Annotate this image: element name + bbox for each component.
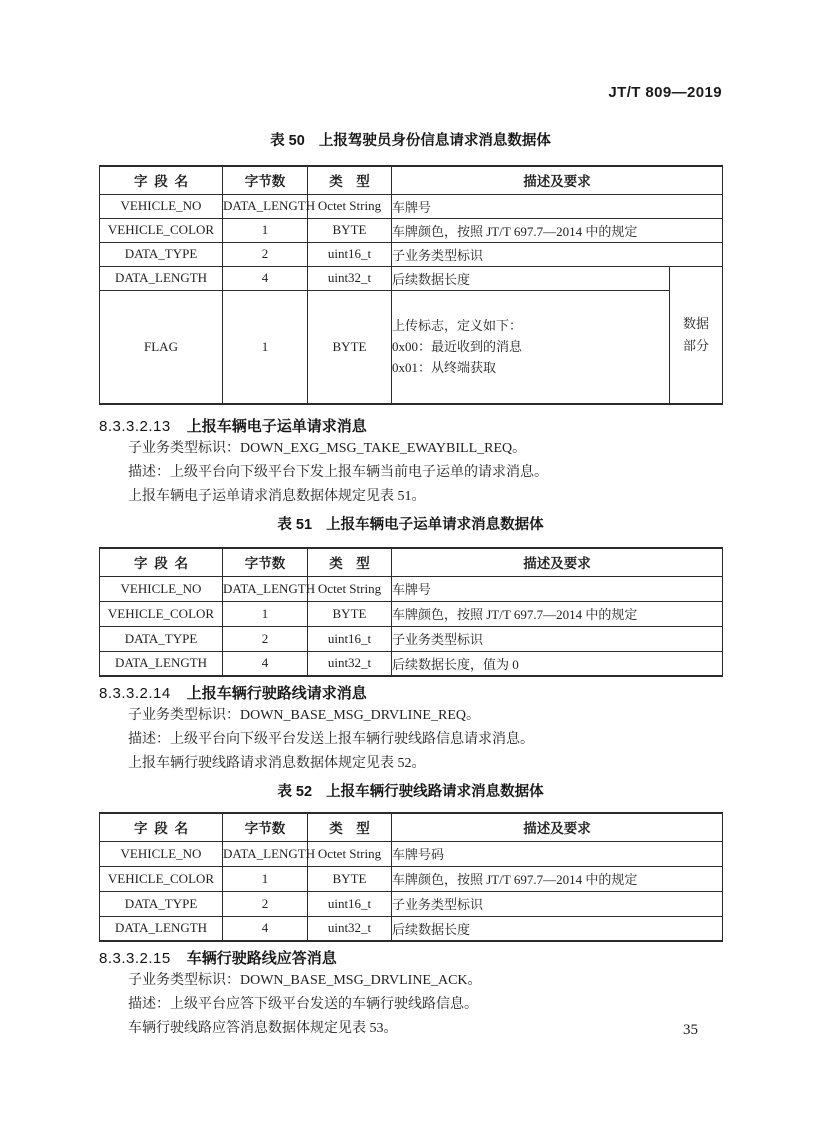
cell-description: 后续数据长度，值为 0 — [392, 651, 723, 676]
table-50-caption-title: 上报驾驶员身份信息请求消息数据体 — [318, 133, 551, 149]
section-number: 8.3.3.2.13 — [99, 418, 171, 435]
paragraph: 描述：上级平台向下级平台发送上报车辆行驶线路信息请求消息。 — [128, 732, 534, 747]
cell-description: 子业务类型标识 — [392, 891, 723, 916]
cell-bytes: 2 — [223, 891, 308, 916]
paragraph: 上报车辆电子运单请求消息数据体规定见表 51。 — [128, 489, 426, 504]
table-52-caption-label: 表 52 — [277, 784, 313, 800]
cell-field: DATA_LENGTH — [100, 266, 223, 290]
cell-description — [392, 290, 670, 404]
table-51-header-row — [100, 548, 723, 576]
column-header-bytes: 字节数 — [223, 548, 308, 576]
table-51-caption-title: 上报车辆电子运单请求消息数据体 — [326, 517, 544, 533]
table-row — [100, 290, 723, 404]
cell-type: Octet String — [308, 576, 392, 601]
cell-bytes: 1 — [223, 218, 308, 242]
cell-description: 车牌颜色，按照 JT/T 697.7—2014 中的规定 — [392, 218, 723, 242]
page-content — [99, 0, 722, 1041]
cell-bytes: 4 — [223, 651, 308, 676]
table-row — [100, 626, 723, 651]
cell-type: uint16_t — [308, 891, 392, 916]
cell-bytes: DATA_LENGTH — [223, 194, 308, 218]
cell-bytes: DATA_LENGTH — [223, 841, 308, 866]
table-row — [100, 242, 723, 266]
table-52-header-row — [100, 813, 723, 841]
cell-bytes: 1 — [223, 601, 308, 626]
cell-description: 子业务类型标识 — [392, 242, 723, 266]
cell-type: BYTE — [308, 866, 392, 891]
cell-description: 车牌颜色，按照 JT/T 697.7—2014 中的规定 — [392, 866, 723, 891]
cell-field: VEHICLE_NO — [100, 194, 223, 218]
section-title: 车辆行驶路线应答消息 — [186, 950, 337, 967]
table-row — [100, 576, 723, 601]
table-52-caption-title: 上报车辆行驶线路请求消息数据体 — [326, 784, 544, 800]
paragraph: 描述：上级平台向下级平台下发上报车辆当前电子运单的请求消息。 — [128, 465, 548, 480]
paragraph: 子业务类型标识：DOWN_EXG_MSG_TAKE_EWAYBILL_REQ。 — [128, 441, 527, 456]
paragraph: 车辆行驶线路应答消息数据体规定见表 53。 — [128, 1021, 398, 1036]
table-51-caption-label: 表 51 — [277, 517, 313, 533]
cell-description: 子业务类型标识 — [392, 626, 723, 651]
cell-description: 车牌号 — [392, 194, 723, 218]
paragraph: 描述：上级平台应答下级平台发送的车辆行驶线路信息。 — [128, 997, 478, 1012]
group-label-line: 部分 — [682, 337, 709, 353]
cell-bytes: 1 — [223, 290, 308, 404]
cell-description: 车牌号码 — [392, 841, 723, 866]
table-row — [100, 194, 723, 218]
cell-field: VEHICLE_COLOR — [100, 218, 223, 242]
cell-field: VEHICLE_NO — [100, 841, 223, 866]
standard-number-header: JT/T 809—2019 — [608, 84, 722, 101]
cell-description: 车牌颜色，按照 JT/T 697.7—2014 中的规定 — [392, 601, 723, 626]
cell-field: VEHICLE_NO — [100, 576, 223, 601]
table-row — [100, 218, 723, 242]
cell-type: uint16_t — [308, 626, 392, 651]
cell-type: uint32_t — [308, 266, 392, 290]
column-header-description: 描述及要求 — [392, 813, 723, 841]
paragraph: 子业务类型标识：DOWN_BASE_MSG_DRVLINE_REQ。 — [128, 708, 480, 723]
cell-type: BYTE — [308, 218, 392, 242]
column-header-bytes: 字节数 — [223, 813, 308, 841]
description-line: 0x00：最近收到的消息 — [392, 339, 523, 355]
table-50-caption — [99, 132, 722, 150]
column-header-type: 类 型 — [308, 813, 392, 841]
section-heading-8-3-3-2-15 — [99, 949, 722, 969]
table-50 — [99, 165, 723, 405]
cell-field: DATA_TYPE — [100, 242, 223, 266]
cell-type: uint32_t — [308, 916, 392, 941]
section-number: 8.3.3.2.14 — [99, 685, 171, 702]
column-header-bytes: 字节数 — [223, 166, 308, 194]
data-section-group-label — [670, 266, 723, 404]
table-51 — [99, 547, 723, 677]
cell-bytes: 1 — [223, 866, 308, 891]
table-50-caption-label: 表 50 — [270, 133, 305, 149]
table-50-header-row — [100, 166, 723, 194]
column-header-description: 描述及要求 — [392, 166, 723, 194]
cell-type: BYTE — [308, 290, 392, 404]
section-title: 上报车辆电子运单请求消息 — [186, 418, 367, 435]
description-line: 上传标志，定义如下： — [392, 318, 523, 334]
cell-bytes: 4 — [223, 266, 308, 290]
cell-type: BYTE — [308, 601, 392, 626]
section-heading-8-3-3-2-14 — [99, 684, 722, 704]
table-row — [100, 841, 723, 866]
table-51-caption — [99, 516, 722, 534]
paragraph: 子业务类型标识：DOWN_BASE_MSG_DRVLINE_ACK。 — [128, 973, 482, 988]
table-52-caption — [99, 783, 722, 801]
table-52 — [99, 812, 723, 942]
section-title: 上报车辆行驶路线请求消息 — [186, 685, 367, 702]
table-row — [100, 651, 723, 676]
table-row — [100, 601, 723, 626]
cell-type: Octet String — [308, 841, 392, 866]
cell-bytes: DATA_LENGTH — [223, 576, 308, 601]
cell-description: 后续数据长度 — [392, 916, 723, 941]
cell-bytes: 4 — [223, 916, 308, 941]
paragraph: 上报车辆行驶线路请求消息数据体规定见表 52。 — [128, 756, 426, 771]
cell-field: VEHICLE_COLOR — [100, 601, 223, 626]
column-header-type: 类 型 — [308, 166, 392, 194]
section-number: 8.3.3.2.15 — [99, 950, 171, 967]
cell-description: 车牌号 — [392, 576, 723, 601]
cell-field: DATA_TYPE — [100, 626, 223, 651]
cell-type: uint32_t — [308, 651, 392, 676]
description-line: 0x01：从终端获取 — [392, 360, 497, 376]
page-number: 35 — [683, 1022, 698, 1038]
table-row — [100, 891, 723, 916]
column-header-field: 字 段 名 — [100, 548, 223, 576]
cell-bytes: 2 — [223, 626, 308, 651]
column-header-field: 字 段 名 — [100, 166, 223, 194]
cell-field: DATA_TYPE — [100, 891, 223, 916]
cell-field: DATA_LENGTH — [100, 916, 223, 941]
cell-description: 后续数据长度 — [392, 266, 670, 290]
cell-field: VEHICLE_COLOR — [100, 866, 223, 891]
column-header-type: 类 型 — [308, 548, 392, 576]
table-row — [100, 916, 723, 941]
cell-field: DATA_LENGTH — [100, 651, 223, 676]
group-label-line: 数据 — [682, 315, 709, 331]
table-row — [100, 266, 723, 290]
column-header-description: 描述及要求 — [392, 548, 723, 576]
cell-field: FLAG — [100, 290, 223, 404]
column-header-field: 字 段 名 — [100, 813, 223, 841]
table-row — [100, 866, 723, 891]
cell-bytes: 2 — [223, 242, 308, 266]
cell-type: Octet String — [308, 194, 392, 218]
cell-type: uint16_t — [308, 242, 392, 266]
section-heading-8-3-3-2-13 — [99, 417, 722, 437]
